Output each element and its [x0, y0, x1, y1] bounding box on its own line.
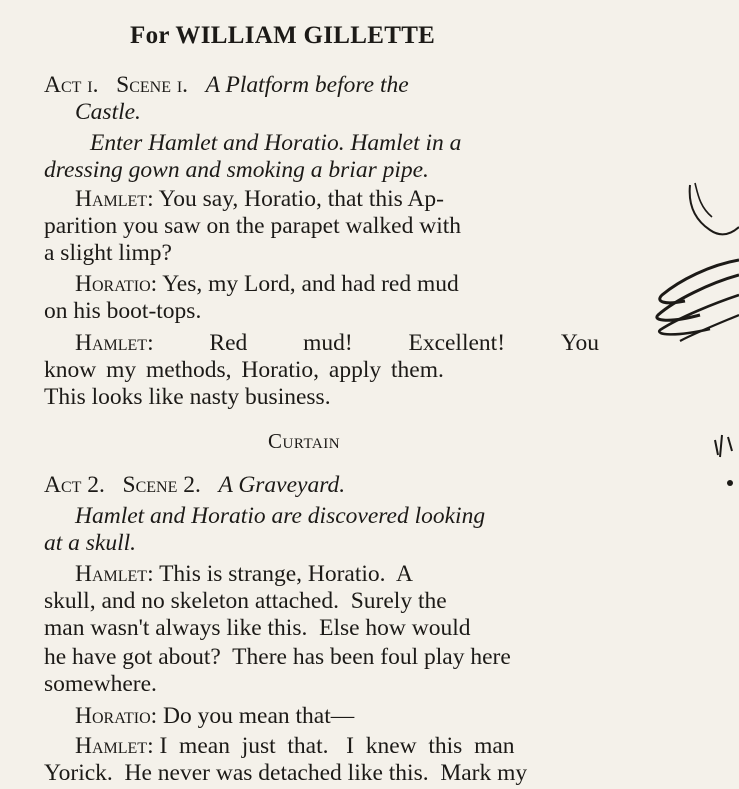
- speech-text: somewhere.: [44, 671, 157, 697]
- speaker-hamlet: Hamlet:: [75, 561, 154, 587]
- speech-text: on his boot-tops.: [44, 298, 202, 324]
- speaker-horatio: Horatio:: [75, 271, 158, 297]
- speaker-hamlet: Hamlet:: [75, 186, 154, 212]
- act1-setting-cont: Castle.: [75, 99, 141, 125]
- speech-text: parition you saw on the parapet walked with: [44, 213, 462, 239]
- speech-word: mud!: [303, 330, 353, 356]
- speech-text: You say, Horatio, that this Ap-: [158, 186, 444, 212]
- act1-stage-direction-cont: dressing gown and smoking a briar pipe.: [44, 157, 429, 183]
- act2-heading: [44, 472, 345, 499]
- speaker-hamlet: Hamlet:: [75, 330, 154, 356]
- speech-text: Yes, my Lord, and had red mud: [162, 271, 459, 297]
- act1-hamlet-speech-2: [75, 330, 599, 357]
- act1-hamlet-speech: [75, 186, 444, 213]
- page-title: For WILLIAM GILLETTE: [130, 22, 436, 49]
- speech-text: man wasn't always like this. Else how would: [44, 615, 471, 641]
- act1-label: Act i.: [44, 72, 99, 98]
- act1-setting: A Platform before the: [205, 72, 409, 98]
- curtain-label: Curtain: [268, 429, 341, 453]
- speech-text: This is strange, Horatio. A: [159, 561, 413, 587]
- speech-text: a slight limp?: [44, 240, 172, 266]
- speech-text: Do you mean that—: [163, 703, 355, 729]
- speech-text: he have got about? There has been foul play here: [44, 644, 511, 670]
- act1-scene-label: Scene i.: [116, 72, 189, 98]
- act1-stage-direction: Enter Hamlet and Horatio. Hamlet in a: [90, 130, 462, 156]
- act2-label: Act 2.: [44, 472, 105, 498]
- speech-word: Excellent!: [408, 330, 506, 356]
- act1-heading: [44, 72, 409, 99]
- act2-setting: A Graveyard.: [218, 472, 346, 498]
- act2-stage-direction-cont: at a skull.: [44, 530, 137, 556]
- speech-text: This looks like nasty business.: [44, 384, 331, 410]
- speech-text: skull, and no skeleton attached. Surely the: [44, 588, 447, 614]
- speech-text: I mean just that. I knew this man: [159, 733, 515, 759]
- act2-horatio-speech: [75, 703, 354, 730]
- speech-text: Yorick. He never was detached like this. Mark my: [44, 760, 528, 786]
- speaker-horatio: Horatio:: [75, 703, 158, 729]
- speech-text: know my methods, Horatio, apply them.: [44, 357, 444, 383]
- act1-horatio-speech: [75, 271, 459, 298]
- act2-scene-label: Scene 2.: [122, 472, 201, 498]
- act2-stage-direction: Hamlet and Horatio are discovered looking: [75, 503, 486, 529]
- speech-word: You: [560, 330, 599, 356]
- ink-sketch-illustration: [640, 165, 739, 495]
- speech-word: Red: [209, 330, 248, 356]
- speaker-hamlet: Hamlet:: [75, 733, 154, 759]
- act2-hamlet-speech: [75, 561, 413, 588]
- act2-hamlet-speech-2: [75, 733, 515, 760]
